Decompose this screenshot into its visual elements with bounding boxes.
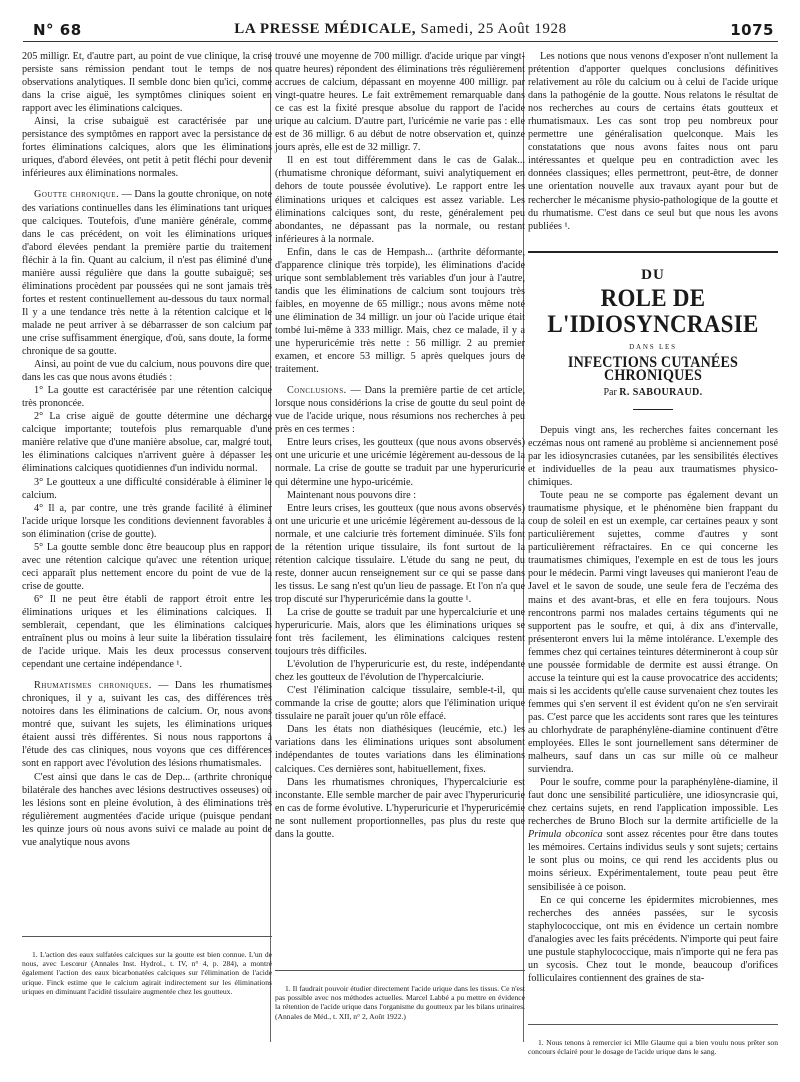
text-run: sont assez récentes pour être dans toutes les mémoires. Certains individus seuls y sont sujets; certains le sont plus ou moins, ce qui rend les accidents plus ou moins sérieux. Expérimentalement, toute peau peut être sensibilisée à ce poison. xyxy=(528,829,778,893)
byline-par: Par xyxy=(603,386,617,398)
page-number: 1075 xyxy=(730,21,774,39)
section-conclusions xyxy=(275,384,525,436)
paragraph: Dans les états non diathésiques (leucémie, etc.) les variations dans les éliminations uriques sont absolument indépendantes de toutes variations dans les éliminations calciques. Ces dernières sont, habituellement, fixes. xyxy=(275,724,525,775)
article-author: R. SABOURAUD. xyxy=(619,386,703,398)
paragraph: Dans les rhumatismes chroniques, l'hypercalciurie est inconstante. Elle semble marcher de pair avec l'hyperuricurie en cas de forme évolutive. L'hyperuricurie et l'hyperuricémie ne sont nullement proportionnelles, pas plus du reste que dans la goutte. xyxy=(275,776,525,840)
paragraph xyxy=(528,776,778,893)
section-text: — Dans la première partie de cet article, lorsque nous considérions la crise de goutte du seul point de vue de l'acide urique, nous résumions nos recherches à peu près en ces termes : xyxy=(275,385,525,436)
paragraph: En ce qui concerne les épidermites microbiennes, mes recherches des années passées, sur le sycosis staphylococcique, ont mis en évidence un certain nombre d'analogies avec les faits précédents. N'importe qui peut faire une pustule staphylococcique, mais n'importe qui ne fera pas un sycosis. Chez tout le monde, beaucoup d'orifices folliculaires contiennent des graines de sta- xyxy=(528,894,778,984)
section-text: — Dans la goutte chronique, on note des variations continuelles dans les éliminations tant uriques que calciques. Toutefois, d'une manière générale, comme dans le cas précédent, on voit les éliminations uriques d'abord élevées pendant la première partie du traitement fléchir à la fin. Quant au calcium, il n'est pas éliminé d'une manière aussi régulière que dans la goutte subaiguë; ses éliminations procèdent par poussées qui ne sont jamais très fortes et restent continuellement au-dessous du taux normal. Il y a une tendance très nette à la rétention calcique et le malade ne peut arriver à se débarrasser de son calcium par une crise suffisamment énergique, d'où, sans doute, la forme chronique de sa goutte. xyxy=(22,189,272,358)
footnote-left xyxy=(22,936,272,1004)
paragraph: Maintenant nous pouvons dire : xyxy=(287,489,417,501)
article-byline xyxy=(528,386,778,399)
article-subtitle: INFECTIONS CUTANÉES CHRONIQUES xyxy=(567,353,739,384)
list-item: 6° Il ne peut être établi de rapport étroit entre les éliminations uriques et les éliminations calciques. Il semblerait, cependant, que les éliminations calciques entraînent plus ou moins à leur suite la libération tissulaire de l'acide urique. Mais les deux processus conservent cependant une certaine indépendance ¹. xyxy=(22,593,272,671)
paragraph: C'est ainsi que dans le cas de Dep... (arthrite chronique bilatérale des hanches avec lésions destructives osseuses) où les lésions sont en pleine évolution, à des éliminations très régulièrement augmentées d'acide urique (puisque pendant les quinze jours où nous avons suivi ce malade au point de vue analytique nous avons xyxy=(22,771,272,848)
journal-title: LA PRESSE MÉDICALE, xyxy=(234,21,417,37)
paragraph: Entre leurs crises, les goutteux (que nous avons observés) ont une uricurie et une uricémie légèrement au-dessous de la normale, et une calciurie très fortement diminuée. S'ils font de la rétention urique tissulaire, ils font surtout de la rétention calcique tissulaire. L'étude du sang ne peut, du reste, donner aucun renseignement sur ce qui se passe dans les tissus. Le sang n'est qu'un lieu de passage. Et l'on n'a que trop discuté sur l'hyperuricémie dans la goutte ¹. xyxy=(275,502,525,605)
list-item: 4° Il a, par contre, une très grande facilité à éliminer l'acide urique lorsque les conditions deviennent favorables à son élimination (crise de goutte). xyxy=(22,502,272,540)
article-heading xyxy=(528,251,778,410)
running-head xyxy=(23,19,778,42)
journal-title-line xyxy=(23,21,778,38)
column-left xyxy=(22,50,272,849)
paragraph: Depuis vingt ans, les recherches faites concernant les eczémas nous ont ramené au problème si anciennement posé par les idiosyncrasies cutanées, par les sensibilités électives et individuelles de la peau aux traumatismes physico-chimiques. xyxy=(528,424,778,489)
section-text: — Dans les rhumatismes chroniques, il y a, suivant les cas, des différences très notoires dans les éliminations de calcium. Or, nous avons montré que, suivant les sujets, les éliminations uriques étaient aussi très différentes. Si nous nous rapportons à l'étude des cas cliniques, nous voyons que ces différences sont en rapport avec l'évolution des lésions rhumatismales. xyxy=(22,680,272,770)
footnote-text: 1. L'action des eaux sulfatées calciques sur la goutte est bien connue. L'un de nous, avec Lescœur (Annales Inst. Hydrol., t. IV, n° 4, p. 284), a montré également l'action des eaux bicarbonatées calciques sur l'élimination de l'acide urique. Finck estime que le calcium agirait indirectement sur les éliminations uriques en diminuant l'acidité tissulaire augmentée chez les goutteux. xyxy=(22,949,272,997)
column-middle xyxy=(275,50,525,841)
article-title: ROLE DE L'IDIOSYNCRASIE xyxy=(547,284,759,338)
paragraph: Enfin, dans le cas de Hempash... (arthrite déformante, d'apparence clinique très torpide), les éliminations d'acide urique sont semblablement très variables d'un jour à l'autre, tandis que les éliminations de calcium sont toujours très faibles, en moyenne de 65 milligr.; nous avons même noté une élimination de 34 milligr. un jour où l'acide urique était tombé lui-même à 333 milligr. Mais, chez ce malade, il y a une hyperuricémie très nette : 56 milligr. 2 au premier examen, et encore 53 milligr. 5 après quelques jours de traitement. xyxy=(275,246,525,376)
list-item: 1° La goutte est caractérisée par une rétention calcique très prononcée. xyxy=(22,385,272,410)
article-title-prefix: DU xyxy=(641,266,665,283)
heading-underline xyxy=(633,409,673,410)
species-name: Primula obconica xyxy=(528,829,603,841)
paragraph: Entre leurs crises, les goutteux (que nous avons observés) ont une uricurie et une uricémie légèrement au-dessous de la normale. La crise de goutte se traduit par une hyperuricurie qui détermine une hypo-uricémie. xyxy=(275,437,525,488)
heading-rule xyxy=(528,251,778,253)
footnote-text: 1. Il faudrait pouvoir étudier directement l'acide urique dans les tissus. Ce n'est pas possible avec nos méthodes actuelles. Marcel Labbé a pu mettre en évidence la rétention de l'acide urique dans l'organisme du goutteux par les bilans urinaires. (Annales de Méd., t. XII, n° 2, Août 1922.) xyxy=(275,983,525,1021)
list-item: 5° La goutte semble donc être beaucoup plus en rapport avec une rétention calcique qu'avec une rétention urique; ceci apparaît plus nettement encore du point de vue de la crise de goutte. xyxy=(22,541,272,592)
paragraph: Ainsi, la crise subaiguë est caractérisée par une persistance des symptômes en rapport avec la persistance de fortes éliminations calciques, alors que les éliminations uriques, d'abord élevées, ont petit à petit fléchi pour devenir inférieures aux éliminations normales. xyxy=(22,116,272,180)
article-title-connector: DANS LES xyxy=(629,342,677,351)
column-right xyxy=(528,50,778,985)
section-heading: Conclusions. xyxy=(287,385,347,397)
list-item: 3° Le goutteux a une difficulté considérable à éliminer le calcium. xyxy=(22,476,272,501)
footnote-middle xyxy=(275,970,525,1029)
section-heading: Rhumatismes chroniques. xyxy=(34,680,152,692)
issue-date: Samedi, 25 Août 1928 xyxy=(420,21,567,37)
section-rhumatismes-chroniques xyxy=(22,679,272,770)
paragraph: La crise de goutte se traduit par une hypercalciurie et une hyperuricurie. Mais, alors que les éliminations uriques se font très facilement, les éliminations calciques restent toujours très difficiles. xyxy=(275,606,525,658)
paragraph: Ainsi, au point de vue du calcium, nous pouvons dire que, dans les cas que nous avons étudiés : xyxy=(22,359,272,384)
paragraph: Toute peau ne se comporte pas également devant un traumatisme physique, et le phénomène bien frappant du coup de soleil en est un exemple, car certaines peaux y sont particulièrement sujettes, comme d'autres y sont particulièrement réfractaires. En ce qui concerne les traumatismes chimiques, l'exemple en est de tous les jours pour le médecin. Parmi vingt laveuses qui manieront l'eau de Javel et le savon de soude, une seule fera de l'eczéma des mains et des avant-bras, et elle en fera toujours. Nous rencontrons parmi nos malades certains téguments qui ne supportent pas le soufre, et qui, à dix ans d'intervalle, présenteront envers lui la même intolérance. L'exemple des femmes chez qui certaines teintures détermineront à coup sûr une poussée formidable de dermite est aussi étrange. On accuse la teinture qui est la cause provocatrice des accidents; mais si les accidents qu'elle cause survenaient chez toutes les femmes qui s'en servent il est évident qu'on ne s'en servirait pas. C'est parce que les accidents sont rares que les teintures au chlorhydrate de paraphénylène-diamine continuent d'être employées. Elles le sont journellement sans déterminer de malheurs, sauf dans un cas sur mille où ce malheur surviendra. xyxy=(528,490,778,776)
list-item: 2° La crise aiguë de goutte détermine une décharge calcique importante; toutefois plus remarquable d'une manière relative que d'une manière absolue, car, malgré tout, les éliminations calciques n'arrivent guère à dépasser les éliminations calciques quotidiennes d'un individu normal. xyxy=(22,411,272,475)
paragraph: trouvé une moyenne de 700 milligr. d'acide urique par vingt-quatre heures) répondent des éliminations très régulièrement accrues de calcium, dépassant en moyenne 400 milligr. par vingt-quatre heures. Le fait extrêmement remarquable dans ce cas est la fixité presque absolue du rapport de l'acide urique au calcium. D'autre part, l'uricémie ne varie pas : elle est de 36 milligr. 6 au début de notre observation et, quinze jours après, elle est de 32 milligr. 7. xyxy=(275,51,525,154)
text-run: Pour le soufre, comme pour la paraphénylène-diamine, il faut donc une sensibilité particulière, une idiosyncrasie qui, chez certains sujets, en rend l'application impossible. Les recherches de Bruno Bloch sur la dermite artificielle de la xyxy=(528,777,778,828)
paragraph: L'évolution de l'hyperuricurie est, du reste, indépendante chez les goutteux de l'évolution de l'hypercalciurie. xyxy=(275,659,525,684)
footnote-text: 1. Nous tenons à remercier ici Mlle Glaume qui a bien voulu nous prêter son concours éclairé pour le dosage de l'acide urique dans le sang. xyxy=(528,1037,778,1056)
paragraph: C'est l'élimination calcique tissulaire, semble-t-il, qui commande la crise de goutte; alors que l'élimination urique tissulaire ne paraît jouer qu'un rôle effacé. xyxy=(275,685,525,723)
paragraph: Il en est tout différemment dans le cas de Galak... (rhumatisme chronique déformant, suivi analytiquement en dehors de toute poussée évolutive). Le rapport entre les éliminations uriques et calciques est assez variable. Les éliminations calciques sont, du reste, généralement peu abondantes, ne dépassant pas la normale, ou restant inférieures à la normale. xyxy=(275,155,525,245)
section-heading: Goutte chronique. xyxy=(34,189,120,201)
footnote-right xyxy=(528,1024,778,1064)
paragraph: 205 milligr. Et, d'autre part, au point de vue clinique, la crise persiste sans rémission pendant tout le temps de nos observations analytiques. Il semble donc bien qu'ici, comme dans la crise aiguë, les symptômes cliniques soient en rapport avec les éliminations calciques. xyxy=(22,51,272,115)
paragraph: Les notions que nous venons d'exposer n'ont nullement la prétention d'apporter quelques conclusions définitives relativement au rôle du calcium ou à celui de l'acide urique dans la pathogénie de la goutte. Nous relatons le résultat de nos recherches au cours de certains états goutteux et rhumatismaux. Les cas sont trop peu nombreux pour permettre une généralisation quelconque. Mais les constatations que nous avons faites nous ont paru intéressantes et quelque peu en contradiction avec les données classiques; elles permettront, peut-être, de donner une orientation nouvelle aux travaux ayant pour but de rechercher le mécanisme physio-pathologique de la goutte et du rhumatisme. C'est dans ce seul but que nous les avons publiées ¹. xyxy=(528,51,778,232)
section-goutte-chronique xyxy=(22,188,272,358)
issue-number: N° 68 xyxy=(33,21,82,39)
